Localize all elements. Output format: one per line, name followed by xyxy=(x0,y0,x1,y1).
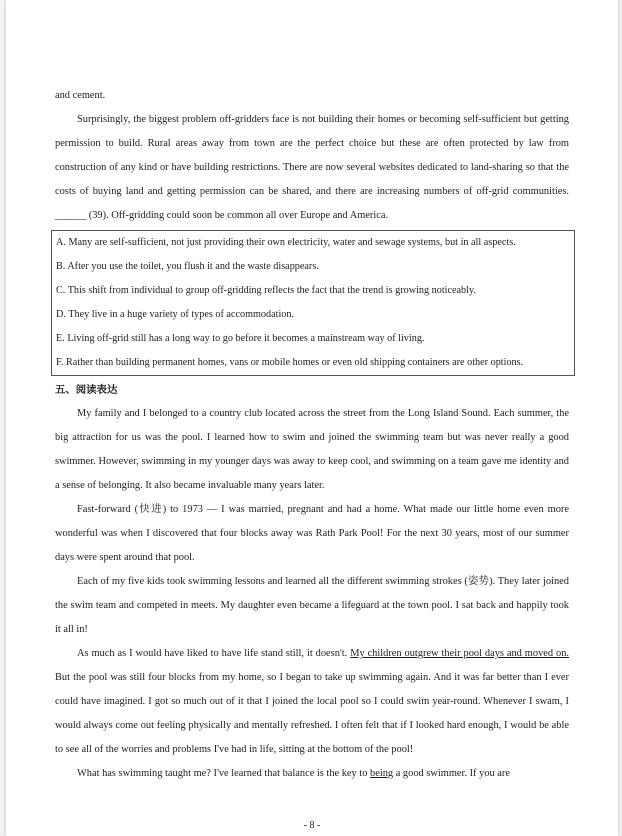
section-title: 五、阅读表达 xyxy=(55,384,118,396)
option-a: A. Many are self-sufficient, not just providing their own electricity, water and sewage systems, but in all aspects. xyxy=(56,237,516,248)
document-page xyxy=(6,0,618,836)
text-span: But the pool was still four blocks from my home, so I began to take up swimming again. And it was far better than I ever could have imagined. I got so much out of it that I joined the local pool so I could swim year-round. Whenever I swam, I would always come out feeling physically and mentally refreshed. I often felt that if I looked hard enough, I would be able to see all of the worries and problems I've had in life, sitting at the bottom of the pool! xyxy=(55,672,569,755)
option-e: E. Living off-grid still has a long way to go before it becomes a mainstream way of living. xyxy=(56,333,425,344)
text-span: As much as I would have liked to have life stand still, it doesn't. xyxy=(77,648,348,659)
text-line: and cement. xyxy=(55,90,106,101)
text-span: a good swimmer. If you are xyxy=(395,768,510,779)
option-f: F. Rather than building permanent homes, vans or mobile homes or even old shipping containers are other options. xyxy=(56,357,524,368)
underlined-sentence: My children outgrew their pool days and moved on. xyxy=(350,648,570,659)
paragraph xyxy=(55,762,569,786)
paragraph: Fast-forward (快进) to 1973 — I was married, pregnant and had a home. What made our little home even more wonderful was when I discovered that four blocks away was Rath Park Pool! For the next 30 years, most of our summer days were spent around that pool. xyxy=(55,504,569,563)
underlined-word: being xyxy=(370,768,394,779)
option-b: B. After you use the toilet, you flush it and the waste disappears. xyxy=(56,261,319,272)
option-d: D. They live in a huge variety of types of accommodation. xyxy=(56,309,295,320)
text-span: What has swimming taught me? I've learned that balance is the key to xyxy=(77,768,368,779)
paragraph: Each of my five kids took swimming lessons and learned all the different swimming strokes (姿势). They later joined the swim team and competed in meets. My daughter even became a lifeguard at the town pool. I sat back and happily took it all in! xyxy=(55,576,569,635)
paragraph xyxy=(55,642,569,762)
paragraph: Surprisingly, the biggest problem off-gridders face is not building their homes or becoming self-sufficient but getting permission to build. Rural areas away from town are the perfect choice but these are often protected by law from construction of any kind or have building restrictions. There are now several websites dedicated to land-sharing so that the costs of buying land and getting permission can be shared, and there are increasing numbers of off-grid communities. ______ (39). Off-gridding could soon be common all over Europe and America. xyxy=(55,114,569,221)
page-number: - 8 - xyxy=(303,820,321,831)
paragraph: My family and I belonged to a country club located across the street from the Long Island Sound. Each summer, the big attraction for us was the pool. I learned how to swim and joined the swimming team but was never really a good swimmer. However, swimming in my younger days was away to keep cool, and swimming on a team gave me identity and a sense of belonging. It also became invaluable many years later. xyxy=(55,408,569,491)
page-content xyxy=(55,84,569,786)
answer-options-box xyxy=(51,230,575,376)
option-c: C. This shift from individual to group off-gridding reflects the fact that the trend is growing noticeably. xyxy=(56,285,476,296)
